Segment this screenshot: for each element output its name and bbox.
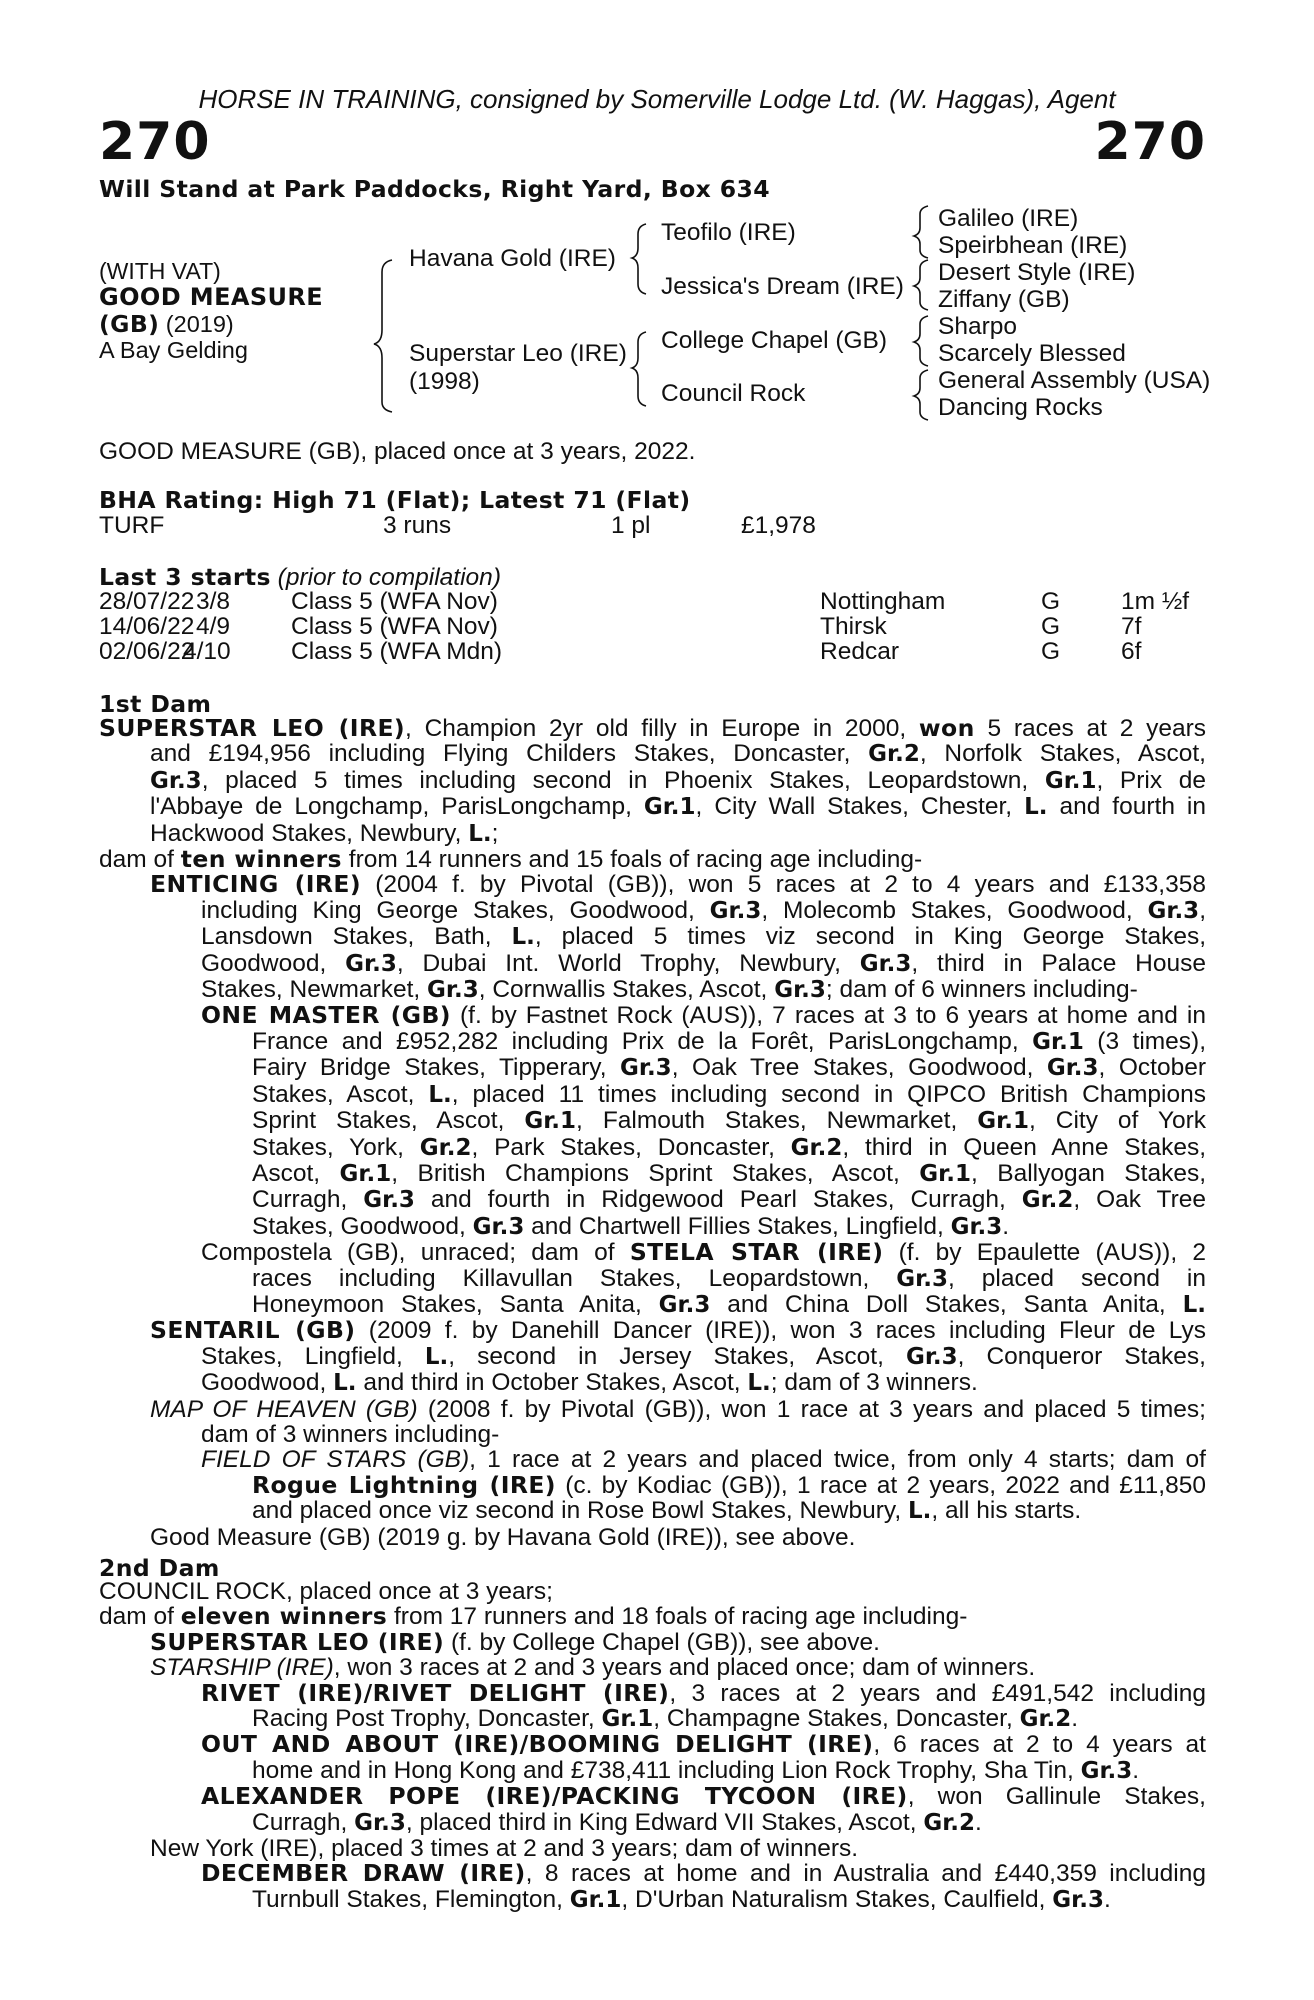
text-line: France and £952,282 including Prix de la Forêt, ParisLongchamp, Gr.1 (3 times), <box>252 1027 1207 1055</box>
placed: 1 pl <box>611 512 651 539</box>
text-line: ENTICING (IRE) (2004 f. by Pivotal (GB)), won 5 races at 2 to 4 years and £133,358 <box>150 870 1206 899</box>
start-class: Class 5 (WFA Nov) <box>291 613 498 640</box>
text-line: dam of eleven winners from 17 runners and 18 foals of racing age including- <box>99 1602 968 1631</box>
turf-record <box>99 512 1206 538</box>
pedigree-dam-dam: Council Rock <box>661 380 806 407</box>
text-line: Goodwood, Gr.3, Dubai Int. World Trophy, Newbury, Gr.3, third in Palace House <box>201 949 1206 977</box>
text-line: Goodwood, L. and third in October Stakes, Ascot, L.; dam of 3 winners. <box>201 1369 978 1397</box>
start-position: 4/9 <box>196 613 231 640</box>
pedigree-sss: Galileo (IRE) <box>938 205 1079 232</box>
start-row <box>99 638 1206 664</box>
start-distance: 1m ½f <box>1121 588 1190 615</box>
vat-note: (WITH VAT) <box>99 258 221 284</box>
pedigree-ddd: Dancing Rocks <box>938 394 1103 421</box>
second-dam-heading: 2nd Dam <box>99 1554 220 1582</box>
pedigree-sds: Desert Style (IRE) <box>938 259 1136 286</box>
start-going: G <box>1041 613 1061 640</box>
lot-number-right: 270 <box>1094 112 1206 172</box>
first-dam-heading: 1st Dam <box>99 690 212 718</box>
text-line: Ascot, Gr.1, British Champions Sprint Stakes, Ascot, Gr.1, Ballyogan Stakes, <box>252 1159 1207 1187</box>
text-line: races including Killavullan Stakes, Leopardstown, Gr.3, placed second in <box>252 1264 1206 1292</box>
text-line: Sprint Stakes, Ascot, Gr.1, Falmouth Stakes, Newmarket, Gr.1, City of York <box>252 1107 1206 1135</box>
start-date: 28/07/22 <box>99 588 195 615</box>
racing-summary: GOOD MEASURE (GB), placed once at 3 years, 2022. <box>99 438 696 465</box>
text-line: Stakes, Goodwood, Gr.3 and Chartwell Fillies Stakes, Lingfield, Gr.3. <box>252 1212 1010 1240</box>
last-starts-heading: Last 3 starts (prior to compilation) <box>99 563 501 591</box>
start-class: Class 5 (WFA Nov) <box>291 588 498 615</box>
start-class: Class 5 (WFA Mdn) <box>291 638 503 665</box>
second-dam-text <box>99 1579 1206 1913</box>
start-course: Nottingham <box>820 588 946 615</box>
pedigree-dds: General Assembly (USA) <box>938 367 1211 394</box>
earnings: £1,978 <box>741 512 816 539</box>
pedigree-dam-sire: College Chapel (GB) <box>661 327 888 354</box>
text-line: Racing Post Trophy, Doncaster, Gr.1, Champagne Stakes, Doncaster, Gr.2. <box>252 1705 1079 1733</box>
text-line: Honeymoon Stakes, Santa Anita, Gr.3 and China Doll Stakes, Santa Anita, L. <box>252 1290 1206 1318</box>
start-distance: 7f <box>1121 613 1142 640</box>
start-date: 02/06/22 <box>99 638 195 665</box>
text-line: DECEMBER DRAW (IRE), 8 races at home and in Australia and £440,359 including <box>201 1859 1206 1888</box>
text-line: home and in Hong Kong and £738,411 including Lion Rock Trophy, Sha Tin, Gr.3. <box>252 1756 1140 1784</box>
text-line: ALEXANDER POPE (IRE)/PACKING TYCOON (IRE), won Gallinule Stakes, <box>201 1782 1206 1811</box>
horse-origin-year: (GB) (2019) <box>99 310 234 338</box>
horse-name: GOOD MEASURE <box>99 283 324 311</box>
pedigree-dsd: Scarcely Blessed <box>938 340 1126 367</box>
text-line: STARSHIP (IRE), won 3 races at 2 and 3 years and placed once; dam of winners. <box>150 1654 1036 1682</box>
text-line: FIELD OF STARS (GB), 1 race at 2 years and placed twice, from only 4 starts; dam of <box>201 1446 1206 1474</box>
text-line: Compostela (GB), unraced; dam of STELA STAR (IRE) (f. by Epaulette (AUS)), 2 <box>201 1238 1206 1267</box>
stand-location: Will Stand at Park Paddocks, Right Yard, Box 634 <box>99 175 771 203</box>
text-line: Curragh, Gr.3, placed third in King Edward VII Stakes, Ascot, Gr.2. <box>252 1808 982 1836</box>
start-row <box>99 588 1206 614</box>
pedigree-sire: Havana Gold (IRE) <box>409 245 616 272</box>
lot-number-left: 270 <box>99 112 211 172</box>
text-line: dam of 3 winners including- <box>201 1420 500 1448</box>
pedigree-ssd: Speirbhean (IRE) <box>938 232 1128 259</box>
pedigree-sdd: Ziffany (GB) <box>938 286 1070 313</box>
start-going: G <box>1041 588 1061 615</box>
text-line: MAP OF HEAVEN (GB) (2008 f. by Pivotal (GB)), won 1 race at 3 years and placed 5 times; <box>150 1395 1206 1423</box>
text-line: Turnbull Stakes, Flemington, Gr.1, D'Urban Naturalism Stakes, Caulfield, Gr.3. <box>252 1885 1111 1913</box>
start-going: G <box>1041 638 1061 665</box>
text-line: OUT AND ABOUT (IRE)/BOOMING DELIGHT (IRE), 6 races at 2 to 4 years at <box>201 1730 1206 1759</box>
text-line: Stakes, Newmarket, Gr.3, Cornwallis Stakes, Ascot, Gr.3; dam of 6 winners including- <box>201 976 1138 1004</box>
start-row <box>99 613 1206 639</box>
bha-rating: BHA Rating: High 71 (Flat); Latest 71 (Flat) <box>99 486 691 514</box>
pedigree-dam-year: (1998) <box>409 368 480 395</box>
text-line: Lansdown Stakes, Bath, L., placed 5 times viz second in King George Stakes, <box>201 923 1207 951</box>
text-line: RIVET (IRE)/RIVET DELIGHT (IRE), 3 races at 2 years and £491,542 including <box>201 1678 1206 1707</box>
text-line: l'Abbaye de Longchamp, ParisLongchamp, Gr.1, City Wall Stakes, Chester, L. and fourth in <box>150 793 1206 821</box>
text-line: Stakes, Lingfield, L., second in Jersey Stakes, Ascot, Gr.3, Conqueror Stakes, <box>201 1342 1206 1370</box>
pedigree-dam: Superstar Leo (IRE) <box>409 340 627 367</box>
text-line: Stakes, Ascot, L., placed 11 times including second in QIPCO British Champions <box>252 1080 1206 1108</box>
text-line: SUPERSTAR LEO (IRE), Champion 2yr old filly in Europe in 2000, won 5 races at 2 years <box>99 714 1207 742</box>
consignor-line: HORSE IN TRAINING, consigned by Somerville Lodge Ltd. (W. Haggas), Agent <box>198 84 1116 114</box>
text-line: and placed once viz second in Rose Bowl Stakes, Newbury, L., all his starts. <box>252 1497 1082 1525</box>
text-line: Curragh, Gr.3 and fourth in Ridgewood Pearl Stakes, Curragh, Gr.2, Oak Tree <box>252 1186 1206 1214</box>
pedigree-sire-sire: Teofilo (IRE) <box>661 219 796 246</box>
text-line: including King George Stakes, Goodwood, Gr.3, Molecomb Stakes, Goodwood, Gr.3, <box>201 896 1206 924</box>
text-line: SENTARIL (GB) (2009 f. by Danehill Dancer (IRE)), won 3 races including Fleur de Lys <box>150 1316 1207 1345</box>
start-position: 3/8 <box>196 588 231 615</box>
text-line: ONE MASTER (GB) (f. by Fastnet Rock (AUS)), 7 races at 3 to 6 years at home and in <box>201 1001 1206 1030</box>
text-line: Stakes, York, Gr.2, Park Stakes, Doncaster, Gr.2, third in Queen Anne Stakes, <box>252 1133 1206 1161</box>
text-line: New York (IRE), placed 3 times at 2 and 3 years; dam of winners. <box>150 1835 859 1863</box>
pedigree-sire-dam: Jessica's Dream (IRE) <box>661 273 904 300</box>
text-line: SUPERSTAR LEO (IRE) (f. by College Chapel (GB)), see above. <box>150 1627 880 1656</box>
text-line: Rogue Lightning (IRE) (c. by Kodiac (GB)), 1 race at 2 years, 2022 and £11,850 <box>252 1470 1206 1499</box>
text-line: Hackwood Stakes, Newbury, L.; <box>150 819 499 847</box>
text-line: Fairy Bridge Stakes, Tipperary, Gr.3, Oak Tree Stakes, Goodwood, Gr.3, October <box>252 1054 1206 1082</box>
text-line: and £194,956 including Flying Childers Stakes, Doncaster, Gr.2, Norfolk Stakes, Ascot, <box>150 740 1206 768</box>
start-distance: 6f <box>1121 638 1142 665</box>
start-course: Redcar <box>820 638 899 665</box>
text-line: Gr.3, placed 5 times including second in Phoenix Stakes, Leopardstown, Gr.1, Prix de <box>150 766 1206 794</box>
start-course: Thirsk <box>820 613 887 640</box>
pedigree-dss: Sharpo <box>938 313 1018 340</box>
text-line: Good Measure (GB) (2019 g. by Havana Gold (IRE)), see above. <box>150 1523 856 1551</box>
start-position: 4/10 <box>183 638 231 665</box>
surface: TURF <box>99 512 165 539</box>
start-date: 14/06/22 <box>99 613 195 640</box>
text-line: dam of ten winners from 14 runners and 15 foals of racing age including- <box>99 845 923 874</box>
horse-description: A Bay Gelding <box>99 337 248 363</box>
runs: 3 runs <box>383 512 452 539</box>
first-dam-text <box>99 716 1206 1550</box>
text-line: COUNCIL ROCK, placed once at 3 years; <box>99 1578 553 1605</box>
